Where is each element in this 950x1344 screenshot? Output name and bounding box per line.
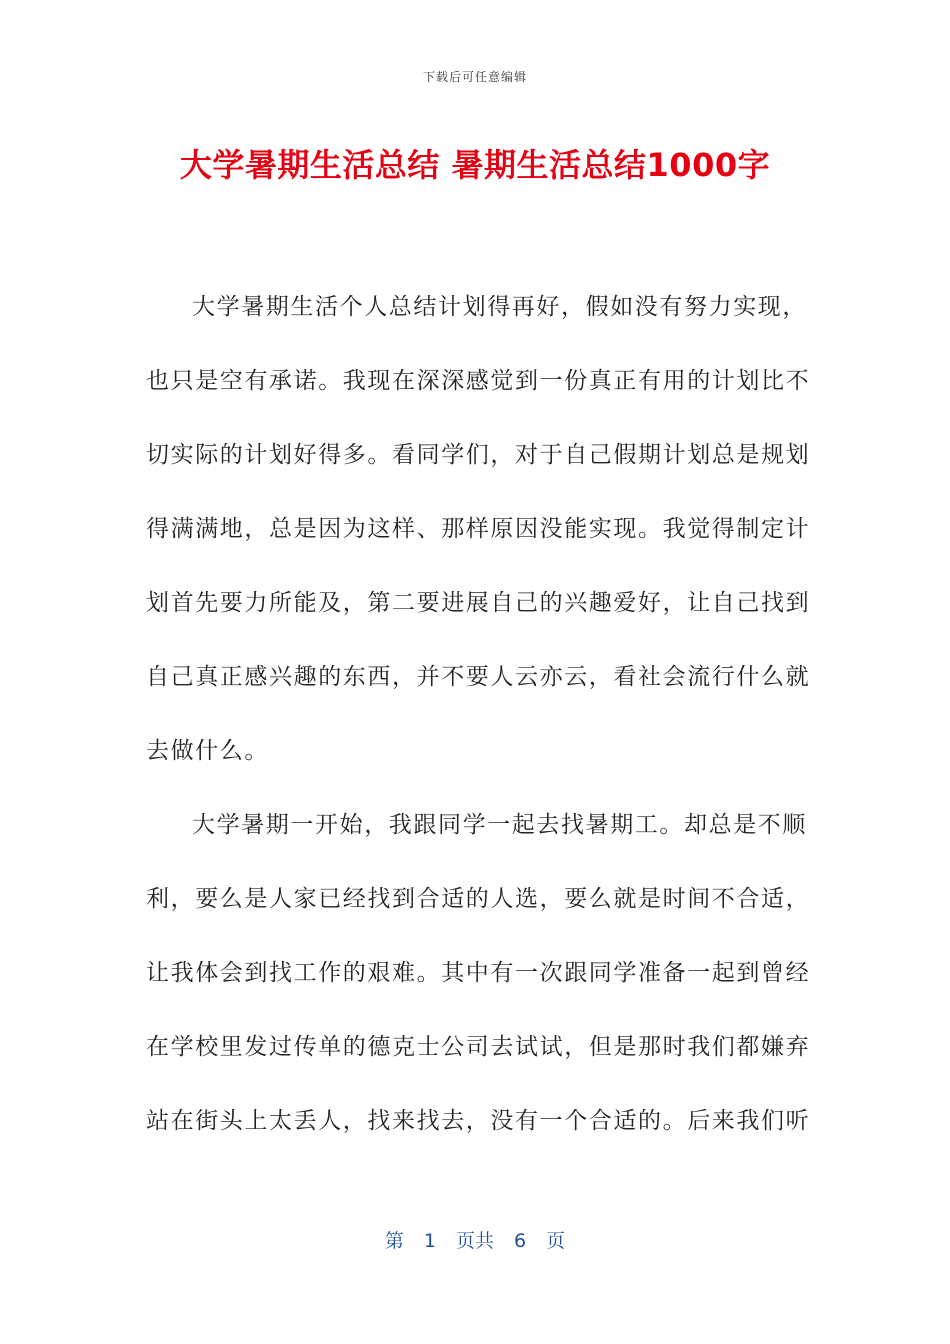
paragraph-1 [146,270,811,788]
paragraph-line: 也只是空有承诺。我现在深深感觉到一份真正有用的计划比不 [146,368,811,394]
footer-page-middle: 页共 [455,1230,494,1252]
header-note: 下载后可任意编辑 [422,70,527,84]
paragraph-line: 站在街头上太丢人，找来找去，没有一个合适的。后来我们听 [146,1108,811,1134]
footer-page-suffix: 页 [546,1230,566,1252]
footer-total-pages: 6 [514,1230,527,1252]
footer-current-page: 1 [423,1230,436,1252]
footer-page-prefix: 第 [384,1230,404,1252]
paragraph-line: 自己真正感兴趣的东西，并不要人云亦云，看社会流行什么就 [146,664,811,690]
document-title: 大学暑期生活总结 暑期生活总结1000字 [179,146,771,184]
paragraph-line: 大学暑期一开始，我跟同学一起去找暑期工。却总是不顺 [192,812,807,838]
page-footer [0,1226,950,1253]
paragraph-line: 大学暑期生活个人总结计划得再好，假如没有努力实现， [192,294,807,320]
paragraph-line: 让我体会到找工作的艰难。其中有一次跟同学准备一起到曾经 [146,960,811,986]
paragraph-2 [146,788,811,1158]
paragraph-line: 利，要么是人家已经找到合适的人选，要么就是时间不合适， [146,886,811,912]
paragraph-line: 得满满地，总是因为这样、那样原因没能实现。我觉得制定计 [146,516,811,542]
document-body [146,270,811,1158]
paragraph-line: 切实际的计划好得多。看同学们，对于自己假期计划总是规划 [146,442,811,468]
paragraph-line: 在学校里发过传单的德克士公司去试试，但是那时我们都嫌弃 [146,1034,811,1060]
paragraph-line: 去做什么。 [146,738,269,764]
paragraph-line: 划首先要力所能及，第二要进展自己的兴趣爱好，让自己找到 [146,590,811,616]
